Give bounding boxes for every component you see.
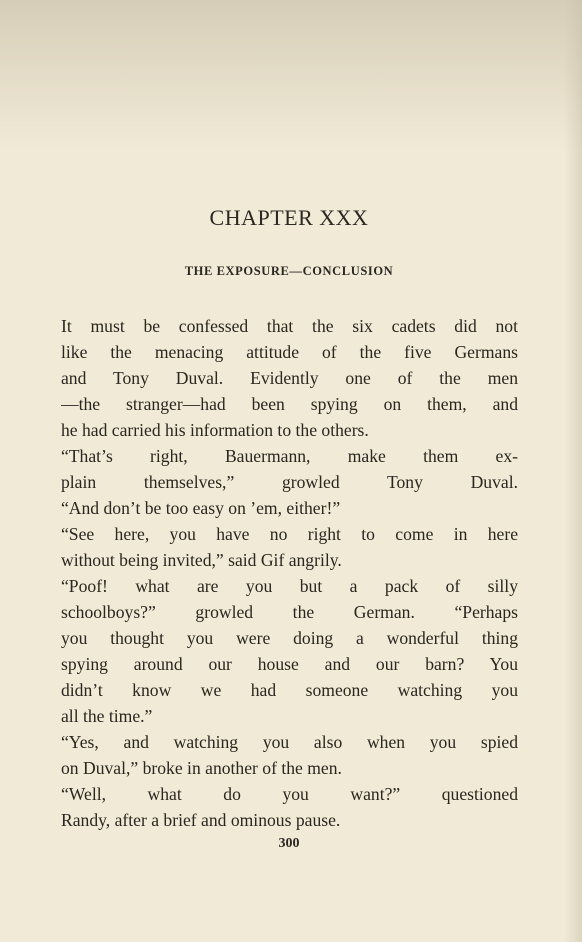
text-line: “And don’t be too easy on ’em, either!” xyxy=(61,498,341,518)
text-line: “Well, what do you want?” questioned xyxy=(61,784,518,804)
text-line: like the menacing attitude of the five Germans xyxy=(61,342,518,362)
text-line: “See here, you have no right to come in here xyxy=(61,524,518,544)
text-line: and Tony Duval. Evidently one of the men xyxy=(61,368,518,388)
text-line: “That’s right, Bauermann, make them ex- xyxy=(61,446,518,466)
body-text xyxy=(61,313,518,833)
text-line: It must be confessed that the six cadets did not xyxy=(61,316,518,336)
page-number: 300 xyxy=(278,836,300,851)
chapter-subtitle: THE EXPOSURE—CONCLUSION xyxy=(184,264,394,278)
text-line: Randy, after a brief and ominous pause. xyxy=(61,810,341,830)
page-discoloration xyxy=(0,0,582,150)
page-edge-shadow xyxy=(564,0,582,942)
text-line: “Yes, and watching you also when you spied xyxy=(61,732,518,752)
text-line: plain themselves,” growled Tony Duval. xyxy=(61,472,518,492)
chapter-title: CHAPTER XXX xyxy=(209,205,369,230)
text-line: all the time.” xyxy=(61,706,153,726)
text-line: you thought you were doing a wonderful thing xyxy=(61,628,518,648)
text-line: without being invited,” said Gif angrily. xyxy=(61,550,342,570)
text-line: didn’t know we had someone watching you xyxy=(61,680,518,700)
text-line: schoolboys?” growled the German. “Perhaps xyxy=(61,602,518,622)
text-line: on Duval,” broke in another of the men. xyxy=(61,758,342,778)
text-line: “Poof! what are you but a pack of silly xyxy=(61,576,518,596)
text-line: he had carried his information to the others. xyxy=(61,420,369,440)
text-line: —the stranger—had been spying on them, and xyxy=(61,394,518,414)
text-line: spying around our house and our barn? You xyxy=(61,654,518,674)
